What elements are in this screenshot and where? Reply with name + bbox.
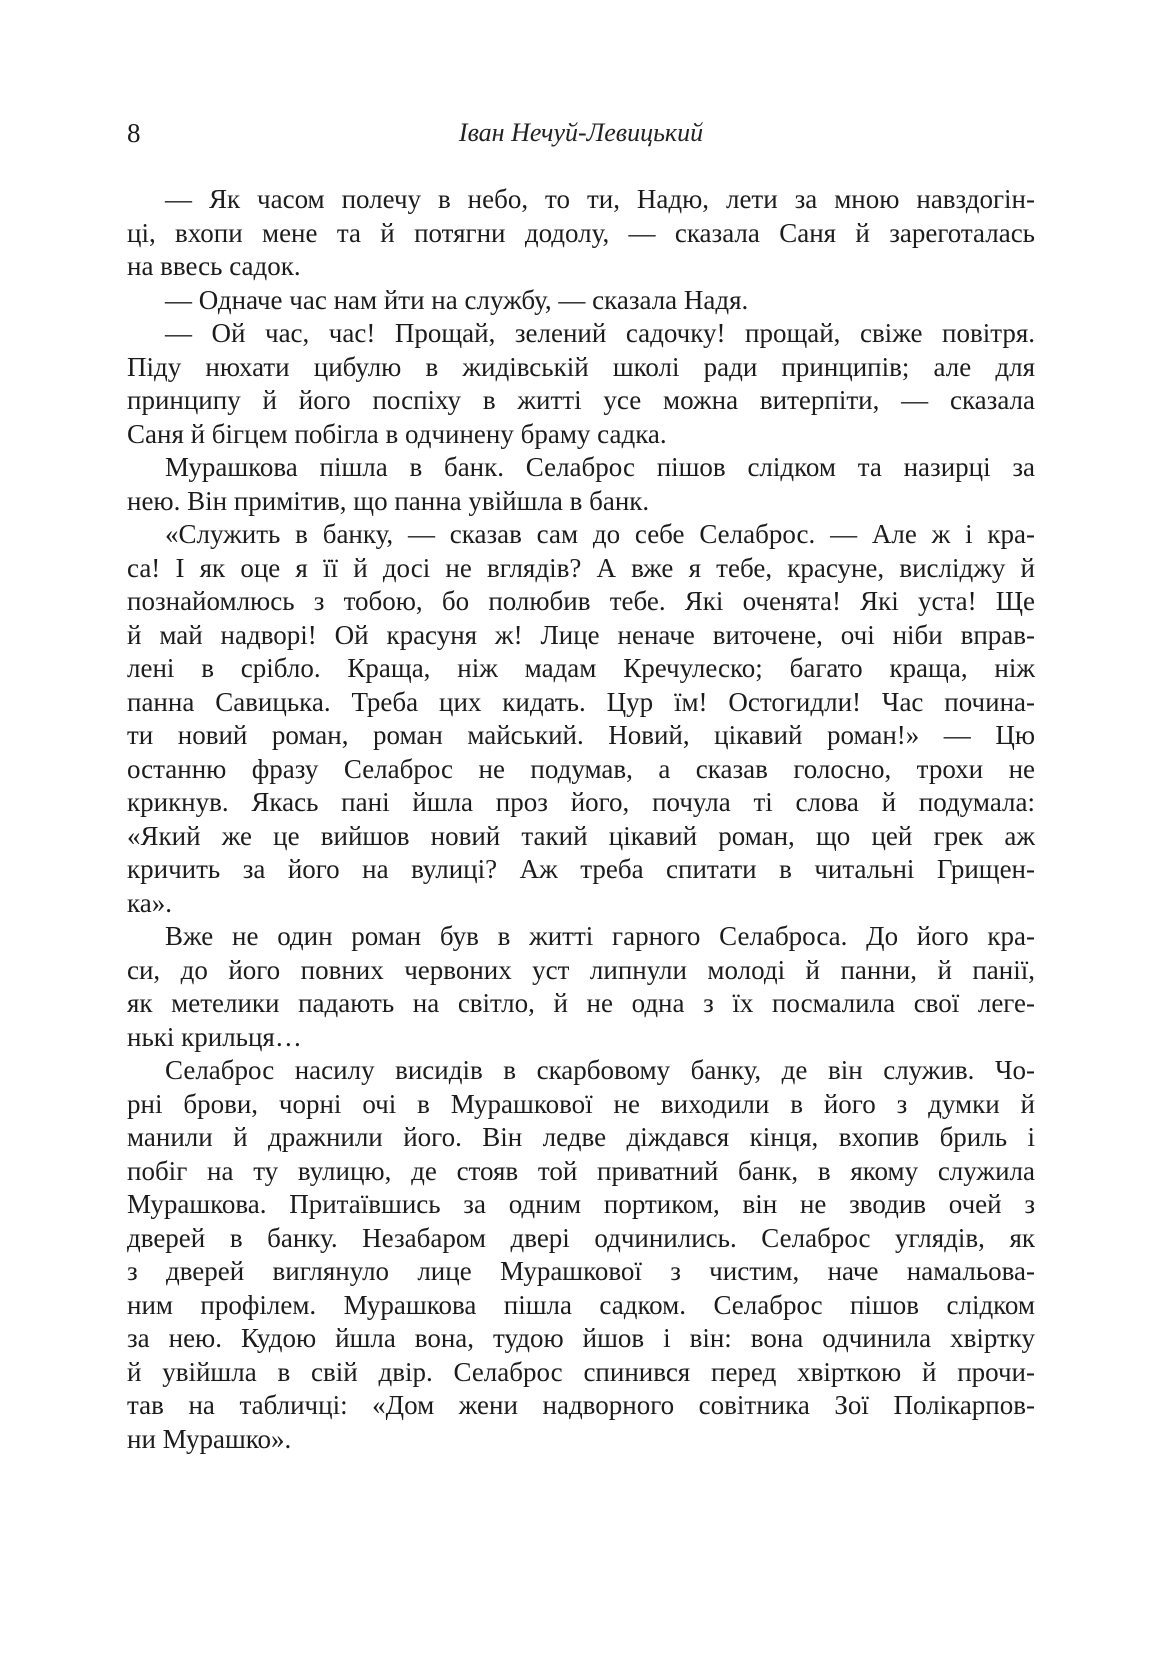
text-line: ни Мурашко». — [127, 1423, 292, 1454]
text-line: Піду нюхати цибулю в жидівській школі ради принципів; але для — [127, 351, 1035, 382]
text-line: познайомлюсь з тобою, бо полюбив тебе. Які оченята! Які уста! Ще — [127, 586, 1035, 616]
text-line: манили й дражнили його. Він ледве діждався кінця, вхопив бриль і — [127, 1122, 1035, 1152]
text-line: ці, вхопи мене та й потягни додолу, — сказала Саня й зареготалась — [127, 217, 1035, 248]
paragraph — [127, 183, 1035, 284]
paragraph — [127, 451, 1035, 518]
text-line: ти новий роман, роман майський. Новий, цікавий роман!» — Цю — [127, 720, 1035, 750]
paragraph — [127, 284, 1035, 318]
text-line: «Який же це вийшов новий такий цікавий роман, що цей грек аж — [127, 820, 1035, 851]
text-line: ка». — [127, 887, 172, 918]
text-line: за нею. Кудою йшла вона, тудою йшов і він: вона одчинила хвіртку — [127, 1323, 1035, 1353]
text-line: — Одначе час нам йти на службу, — сказала Надя. — [165, 284, 749, 315]
text-line: Селаброс насилу висидів в скарбовому банку, де він служив. Чо- — [165, 1055, 1035, 1085]
text-line: Мурашкова пішла в банк. Селаброс пішов слідком та назирці за — [165, 452, 1035, 482]
text-line: рні брови, чорні очі в Мурашкової не виходили в його з думки й — [127, 1088, 1035, 1119]
page-header — [127, 116, 1035, 150]
text-line: панна Савицька. Треба цих кидать. Цур їм! Остогидли! Час почина- — [127, 686, 1035, 717]
text-line: з дверей виглянуло лице Мурашкової з чистим, наче намальова- — [127, 1256, 1035, 1286]
text-line: на ввесь садок. — [127, 251, 301, 281]
text-line: кричить за його на вулиці? Аж треба спитати в читальні Грищен- — [127, 854, 1035, 884]
text-line: Мурашкова. Притаївшись за одним портиком, він не зводив очей з — [127, 1189, 1035, 1219]
paragraph — [127, 1054, 1035, 1456]
text-line: лені в срібло. Краща, ніж мадам Кречулеско; багато краща, ніж — [127, 653, 1035, 683]
running-header: Іван Нечуй-Левицький — [458, 118, 704, 147]
text-line: ним профілем. Мурашкова пішла садком. Селаброс пішов слідком — [127, 1289, 1035, 1320]
text-line: Саня й бігцем побігла в одчинену браму садка. — [127, 418, 667, 449]
paragraph — [127, 518, 1035, 920]
text-line: — Як часом полечу в небо, то ти, Надю, лети за мною навздогін- — [165, 184, 1035, 214]
text-line: — Ой час, час! Прощай, зелений садочку! прощай, свіже повітря. — [165, 318, 1035, 348]
text-line: си, до його повних червоних уст липнули молоді й панни, й панії, — [127, 954, 1035, 985]
text-line: нею. Він примітив, що панна увійшла в банк. — [127, 485, 650, 516]
paragraph — [127, 920, 1035, 1054]
text-line: побіг на ту вулицю, де стояв той приватний банк, в якому служила — [127, 1155, 1035, 1186]
text-line: й май надворі! Ой красуня ж! Лице неначе виточене, очі ніби вправ- — [127, 619, 1035, 650]
text-line: крикнув. Якась пані йшла проз його, почула ті слова й подумала: — [127, 787, 1035, 817]
text-line: принципу й його поспіху в житті усе можна витерпіти, — сказала — [127, 385, 1035, 415]
text-line: тав на табличці: «Дом жени надворного совітника Зої Полікарпов- — [127, 1390, 1035, 1420]
page-number: 8 — [127, 118, 141, 148]
text-line: Вже не один роман був в житті гарного Селаброса. До його кра- — [165, 921, 1035, 951]
text-line: як метелики падають на світло, й не одна з їх посмалила свої леге- — [127, 988, 1035, 1018]
text-block — [127, 183, 1035, 1456]
text-line: «Служить в банку, — сказав сам до себе Селаброс. — Але ж і кра- — [165, 519, 1035, 549]
text-line: й увійшла в свій двір. Селаброс спинився перед хвірткою й прочи- — [127, 1356, 1035, 1387]
paragraph — [127, 317, 1035, 451]
text-line: са! І як оце я її й досі не вглядів? А вже я тебе, красуне, висліджу й — [127, 552, 1035, 583]
text-line: нькі крильця… — [127, 1021, 302, 1052]
text-line: дверей в банку. Незабаром двері одчинились. Селаброс углядів, як — [127, 1222, 1035, 1253]
text-line: останню фразу Селаброс не подумав, а сказав голосно, трохи не — [127, 753, 1035, 784]
